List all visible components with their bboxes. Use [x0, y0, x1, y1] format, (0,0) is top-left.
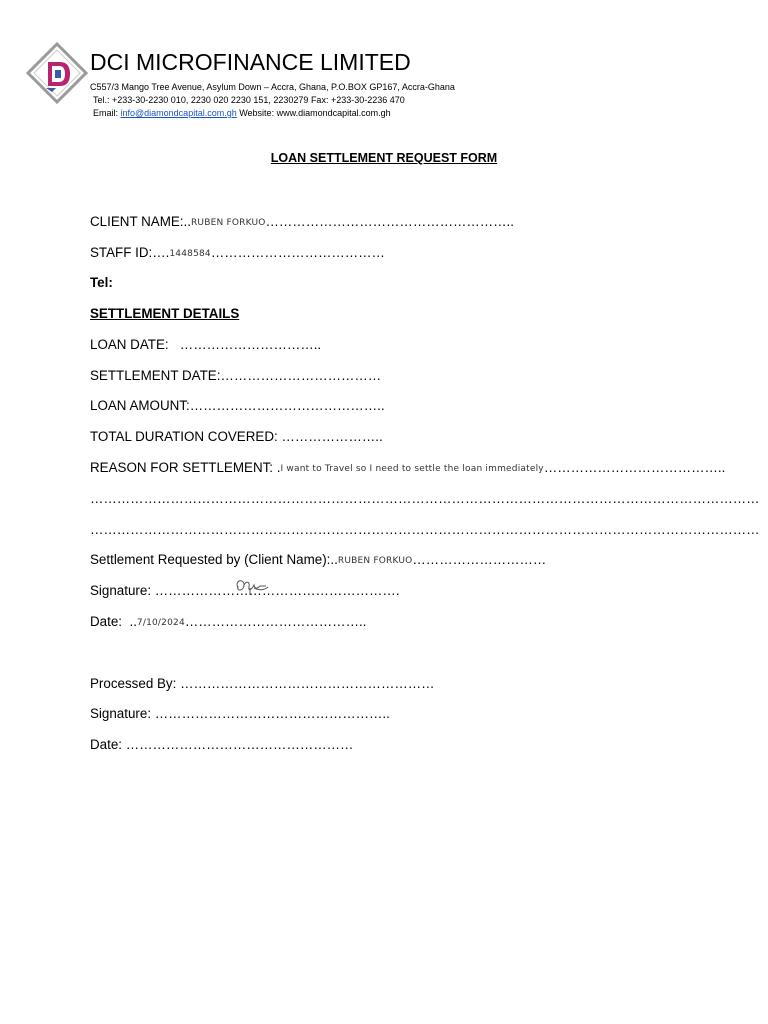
- company-logo-icon: [26, 42, 88, 104]
- date2-label: Date:: [90, 737, 123, 752]
- duration-field: [90, 428, 383, 446]
- processed-by-label: Processed By:: [90, 676, 177, 691]
- processor-signature-field: [90, 705, 390, 723]
- reason-label: REASON FOR SETTLEMENT:: [90, 460, 274, 475]
- date-label: Date:: [90, 614, 123, 629]
- dots: ….: [152, 245, 170, 260]
- company-name: DCI MICROFINANCE LIMITED: [90, 49, 411, 75]
- loan-date-label: LOAN DATE:: [90, 337, 169, 352]
- dots: ……………………………………………: [125, 737, 354, 752]
- email-link[interactable]: info@diamondcapital.com.gh: [120, 108, 237, 118]
- dots: ………………………………: [220, 368, 382, 383]
- signature2-label: Signature:: [90, 706, 152, 721]
- processor-date-field: [90, 736, 353, 754]
- dots: ..: [330, 552, 338, 567]
- processed-by-field: [90, 675, 435, 693]
- reason-line-3: ……………………………………………………………………………………………………………………………………: [90, 522, 760, 537]
- dots: …………………………..: [179, 337, 322, 352]
- staff-id-value: 1448584: [169, 249, 211, 259]
- date-field: [90, 613, 366, 633]
- staff-id-label: STAFF ID:: [90, 245, 153, 260]
- dots: ……………………………………………..: [154, 706, 390, 721]
- dots: …………………………………..: [184, 614, 367, 629]
- dots: ..: [183, 214, 191, 229]
- loan-amount-label: LOAN AMOUNT:: [90, 398, 190, 413]
- dots: ………………………………………………..: [265, 214, 514, 229]
- form-title: LOAN SETTLEMENT REQUEST FORM: [270, 151, 498, 165]
- website-text: Website: www.diamondcapital.com.gh: [236, 108, 391, 118]
- dots: …………………………………..: [543, 460, 726, 475]
- tel-field: [90, 274, 113, 292]
- company-address: C557/3 Mango Tree Avenue, Asylum Down – Accra, Ghana, P.O.BOX GP167, Accra-Ghana: [90, 82, 455, 92]
- loan-amount-field: [90, 397, 385, 415]
- dots: ……………………………………..: [189, 398, 385, 413]
- client-name-value: RUBEN FORKUO: [190, 218, 266, 228]
- loan-date-field: [90, 336, 321, 354]
- company-phone: Tel.: +233-30-2230 010, 2230 020 2230 151, 2230279 Fax: +233-30-2236 470: [93, 95, 405, 105]
- dots: ..: [129, 614, 137, 629]
- duration-label: TOTAL DURATION COVERED:: [90, 429, 278, 444]
- reason-field: [90, 459, 725, 479]
- dots: …………………..: [281, 429, 383, 444]
- requested-by-field: [90, 551, 546, 571]
- settlement-date-field: [90, 367, 381, 385]
- client-name-field: [90, 213, 514, 233]
- requested-by-label: Settlement Requested by (Client Name):: [90, 552, 331, 567]
- date-value: 7/10/2024: [136, 618, 185, 628]
- handwritten-signature-icon: [232, 576, 270, 596]
- signature-label: Signature:: [90, 583, 152, 598]
- dots: …………………………: [412, 552, 547, 567]
- requested-by-value: RUBEN FORKUO: [337, 556, 413, 566]
- dots: …………………………………………………: [180, 676, 435, 691]
- reason-line-2: ……………………………………………………………………………………………………………………………………: [90, 491, 760, 506]
- dots: ……………………………………………….: [154, 583, 400, 598]
- client-name-label: CLIENT NAME:: [90, 214, 184, 229]
- settlement-date-label: SETTLEMENT DATE:: [90, 368, 221, 383]
- reason-value: I want to Travel so I need to settle the loan immediately: [280, 464, 544, 474]
- section-title: SETTLEMENT DETAILS: [90, 306, 240, 321]
- dots: .: [276, 460, 281, 475]
- dots: …………………………………: [210, 245, 385, 260]
- staff-id-field: [90, 244, 385, 264]
- tel-label: Tel:: [90, 275, 113, 290]
- company-contact: [93, 107, 391, 119]
- email-label: Email:: [93, 108, 121, 118]
